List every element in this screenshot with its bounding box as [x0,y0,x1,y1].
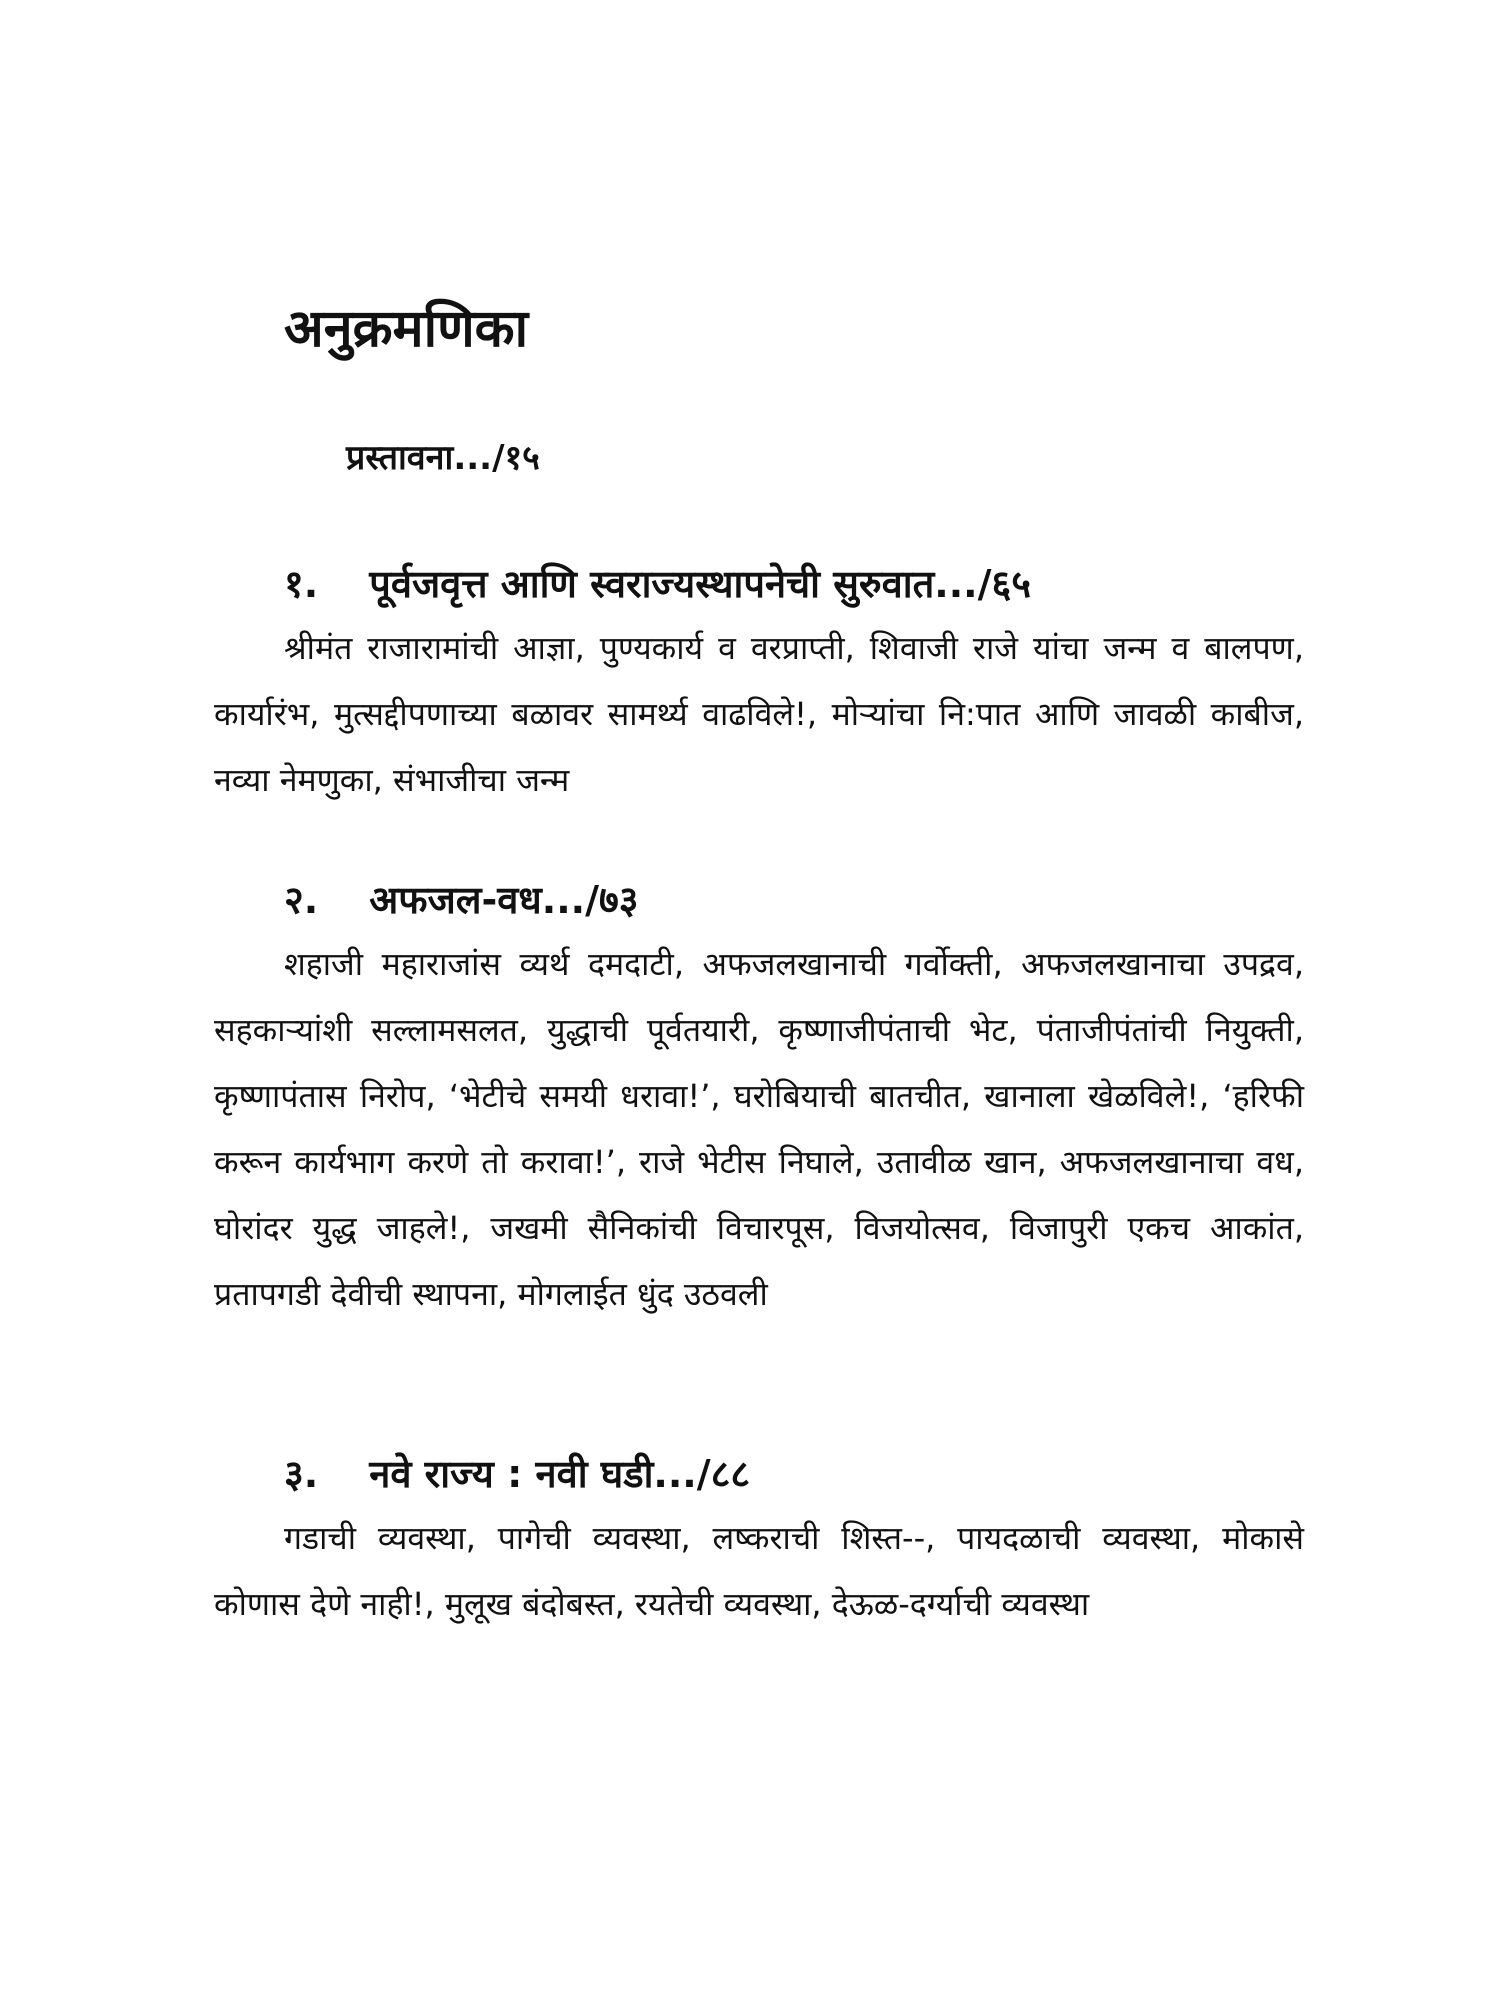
chapter-1-topics: श्रीमंत राजारामांची आज्ञा, पुण्यकार्य व वरप्राप्ती, शिवाजी राजे यांचा जन्म व बालपण, कार्यारंभ, मुत्सद्दीपणाच्या बळावर सामर्थ्य वाढविले!, मोऱ्यांचा नि:पात आणि जावळी काबीज, नव्या नेमणुका, संभाजीचा जन्म [214,629,1304,800]
chapter-2-topics: शहाजी महाराजांस व्यर्थ दमदाटी, अफजलखानाची गर्वोक्ती, अफजलखानाचा उपद्रव, सहकाऱ्यांशी सल्लामसलत, युद्धाची पूर्वतयारी, कृष्णाजीपंताची भेट, पंताजीपंतांची नियुक्ती, कृष्णापंतास निरोप, ‘भेटीचे समयी धरावा!’, घरोबियाची बातचीत, खानाला खेळविले!, ‘हरिफी करून कार्यभाग करणे तो करावा!’, राजे भेटीस निघाले, उतावीळ खान, अफजलखानाचा वध, घोरांदर युद्ध जाहले!, जखमी सैनिकांची विचारपूस, विजयोत्सव, विजापुरी एकच आकांत, प्रतापगडी देवीची स्थापना, मोगलाईत धुंद उठवली [214,945,1304,1314]
chapter-2-heading [284,876,1304,925]
chapter-1-entry [214,560,1304,813]
chapter-1-number: १. [284,562,319,606]
preface-entry: प्रस्तावना.../१५ [346,438,540,478]
chapter-2-entry [214,876,1304,1327]
toc-title: अनुक्रमणिका [284,299,529,359]
chapter-2-number: २. [284,878,319,922]
chapter-1-heading [284,560,1304,609]
chapter-3-number: ३. [284,1452,319,1496]
chapter-3-heading [284,1450,1304,1499]
chapter-3-topics: गडाची व्यवस्था, पागेची व्यवस्था, लष्कराची शिस्त--, पायदळाची व्यवस्था, मोकासे कोणास देणे नाही!, मुलूख बंदोबस्त, रयतेची व्यवस्था, देऊळ-दर्ग्याची व्यवस्था [214,1519,1304,1624]
chapter-1-title: पूर्वजवृत्त आणि स्वराज्यस्थापनेची सुरुवात.../६५ [369,562,1031,606]
chapter-3-title: नवे राज्य : नवी घडी.../८८ [369,1452,751,1496]
chapter-2-title: अफजल-वध.../७३ [369,878,639,922]
chapter-3-entry [214,1450,1304,1637]
